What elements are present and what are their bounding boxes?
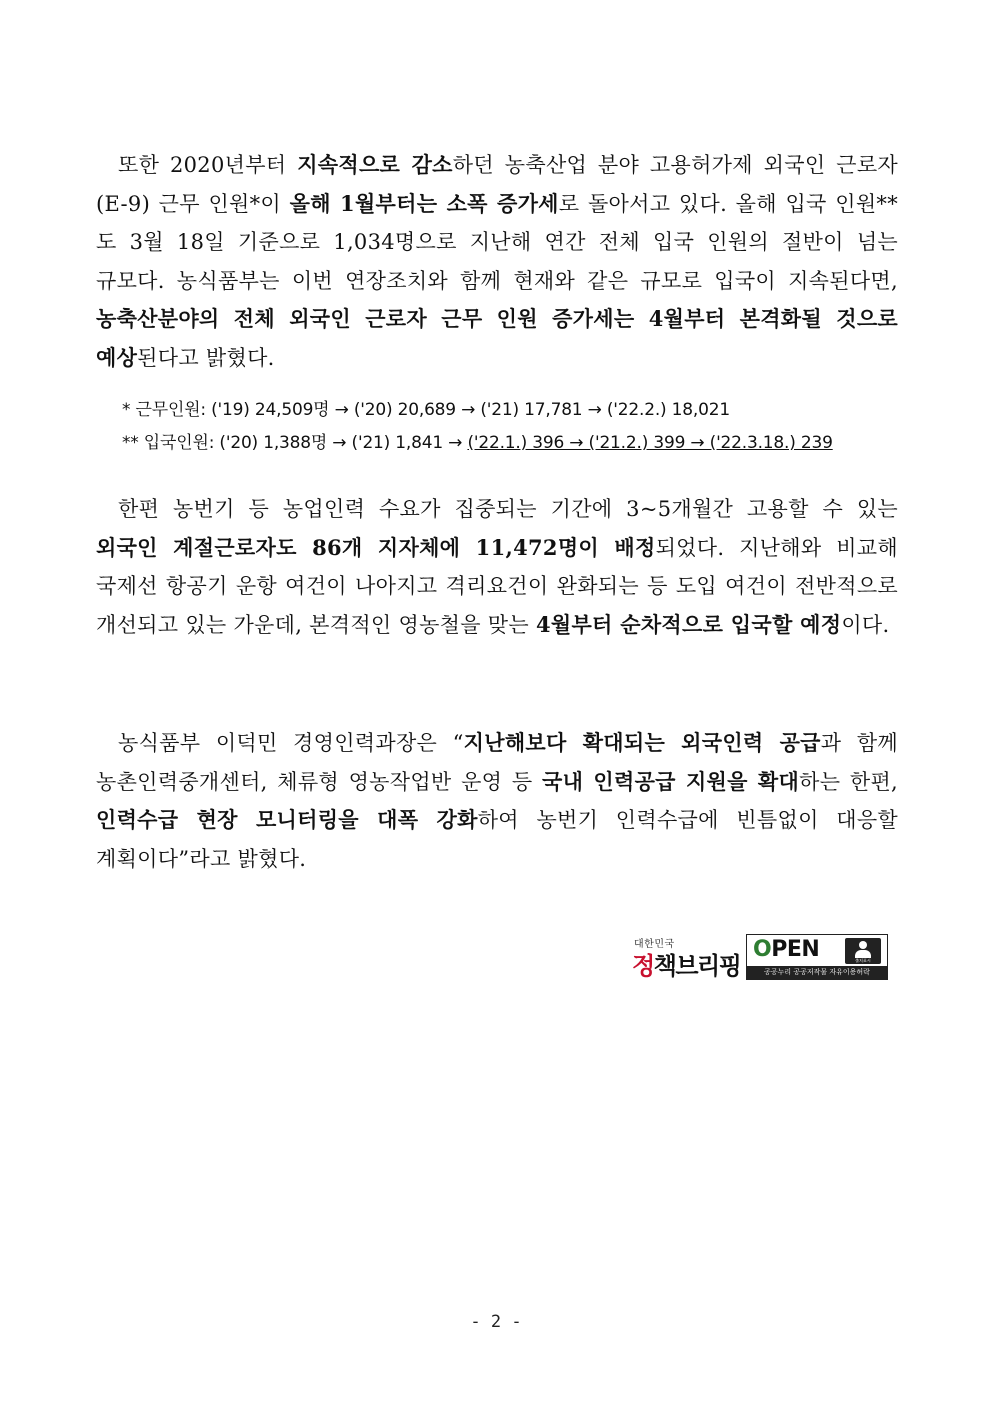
kogl-open-logo — [746, 934, 888, 980]
body-text: 또한 2020년부터 — [118, 153, 298, 177]
body-text: 하는 한편, — [799, 769, 899, 794]
paragraph-3 — [96, 724, 898, 878]
emphasis-text: 4월부터 순차적으로 입국할 예정 — [535, 611, 842, 637]
underlined-note-text: ('22.1.) 396 → ('21.2.) 399 → ('22.3.18.) 239 — [467, 433, 833, 453]
body-text: 하던 농축산업 분야 고용허가제 외국인 근로자(E-9) 근무 인원*이 — [96, 153, 898, 216]
policy-briefing-logo — [632, 935, 741, 985]
kogl-license-bar: 공공누리 공공저작물 자유이용허락 — [747, 966, 887, 979]
open-o-letter: O — [753, 937, 772, 962]
body-text: 된다고 밝혔다. — [137, 345, 275, 370]
body-text: 되었다. 지난해와 비교해 국제선 항공기 운항 여건이 나아지고 격리요건이 완화되는 등 도입 여건이 전반적으로 개선되고 있는 가운데, 본격적인 영농철을 맞는 — [96, 535, 898, 637]
footnote-entry-staff — [122, 428, 833, 453]
body-text: 한편 농번기 등 농업인력 수요가 집중되는 기간에 3~5개월간 고용할 수 있는 — [118, 497, 898, 521]
paragraph-1 — [96, 146, 898, 377]
body-text: 이다. — [841, 612, 890, 637]
note-text: ** 입국인원: ('20) 1,388명 → ('21) 1,841 → — [122, 433, 468, 453]
emphasis-text: 지난해보다 확대되는 외국인력 공급 — [463, 730, 821, 755]
briefing-logo-rest: 책브리핑 — [653, 952, 741, 980]
briefing-logo-top-text: 대한민국 — [634, 939, 675, 950]
body-text: 로 돌아서고 있다. 올해 입국 인원**도 3월 18일 기준으로 1,034명으로 지난해 연간 전체 입국 인원의 절반이 넘는 규모다. 농식품부는 이번 연장조치와 함께 현재와 같은 규모로 입국이 지속된다면, — [96, 191, 899, 293]
emphasis-text: 인력수급 현장 모니터링을 대폭 강화 — [96, 807, 478, 832]
page-number: - 2 - — [470, 1312, 522, 1332]
body-text: 농식품부 이덕민 경영인력과장은 “ — [118, 731, 464, 755]
emphasis-text: 농축산분야의 전체 외국인 근로자 근무 인원 증가세는 4월부터 본격화될 것으로 예상 — [96, 306, 898, 370]
open-wordmark — [753, 937, 819, 962]
attribution-label: 출처표시 — [855, 958, 871, 963]
open-rest-letters: PEN — [771, 937, 820, 962]
body-text: 과 함께 농촌인력중개센터, 체류형 영농작업반 운영 등 — [96, 731, 898, 794]
emphasis-text: 외국인 계절근로자도 86개 지자체에 11,472명이 배정 — [96, 534, 656, 560]
briefing-logo-main-text — [632, 946, 740, 981]
body-text: 하여 농번기 인력수급에 빈틈없이 대응할 계획이다”라고 밝혔다. — [96, 808, 898, 871]
attribution-person-icon — [845, 938, 881, 964]
paragraph-2 — [96, 490, 898, 644]
briefing-logo-red-char: 정 — [632, 952, 654, 980]
emphasis-text: 지속적으로 감소 — [297, 152, 453, 177]
emphasis-text: 국내 인력공급 지원을 확대 — [542, 768, 800, 794]
note-text: * 근무인원: ('19) 24,509명 → ('20) 20,689 → ('21) 17,781 → ('22.2.) 18,021 — [122, 400, 730, 420]
emphasis-text: 올해 1월부터는 소폭 증가세 — [289, 190, 559, 216]
footnote-work-staff — [122, 395, 730, 420]
